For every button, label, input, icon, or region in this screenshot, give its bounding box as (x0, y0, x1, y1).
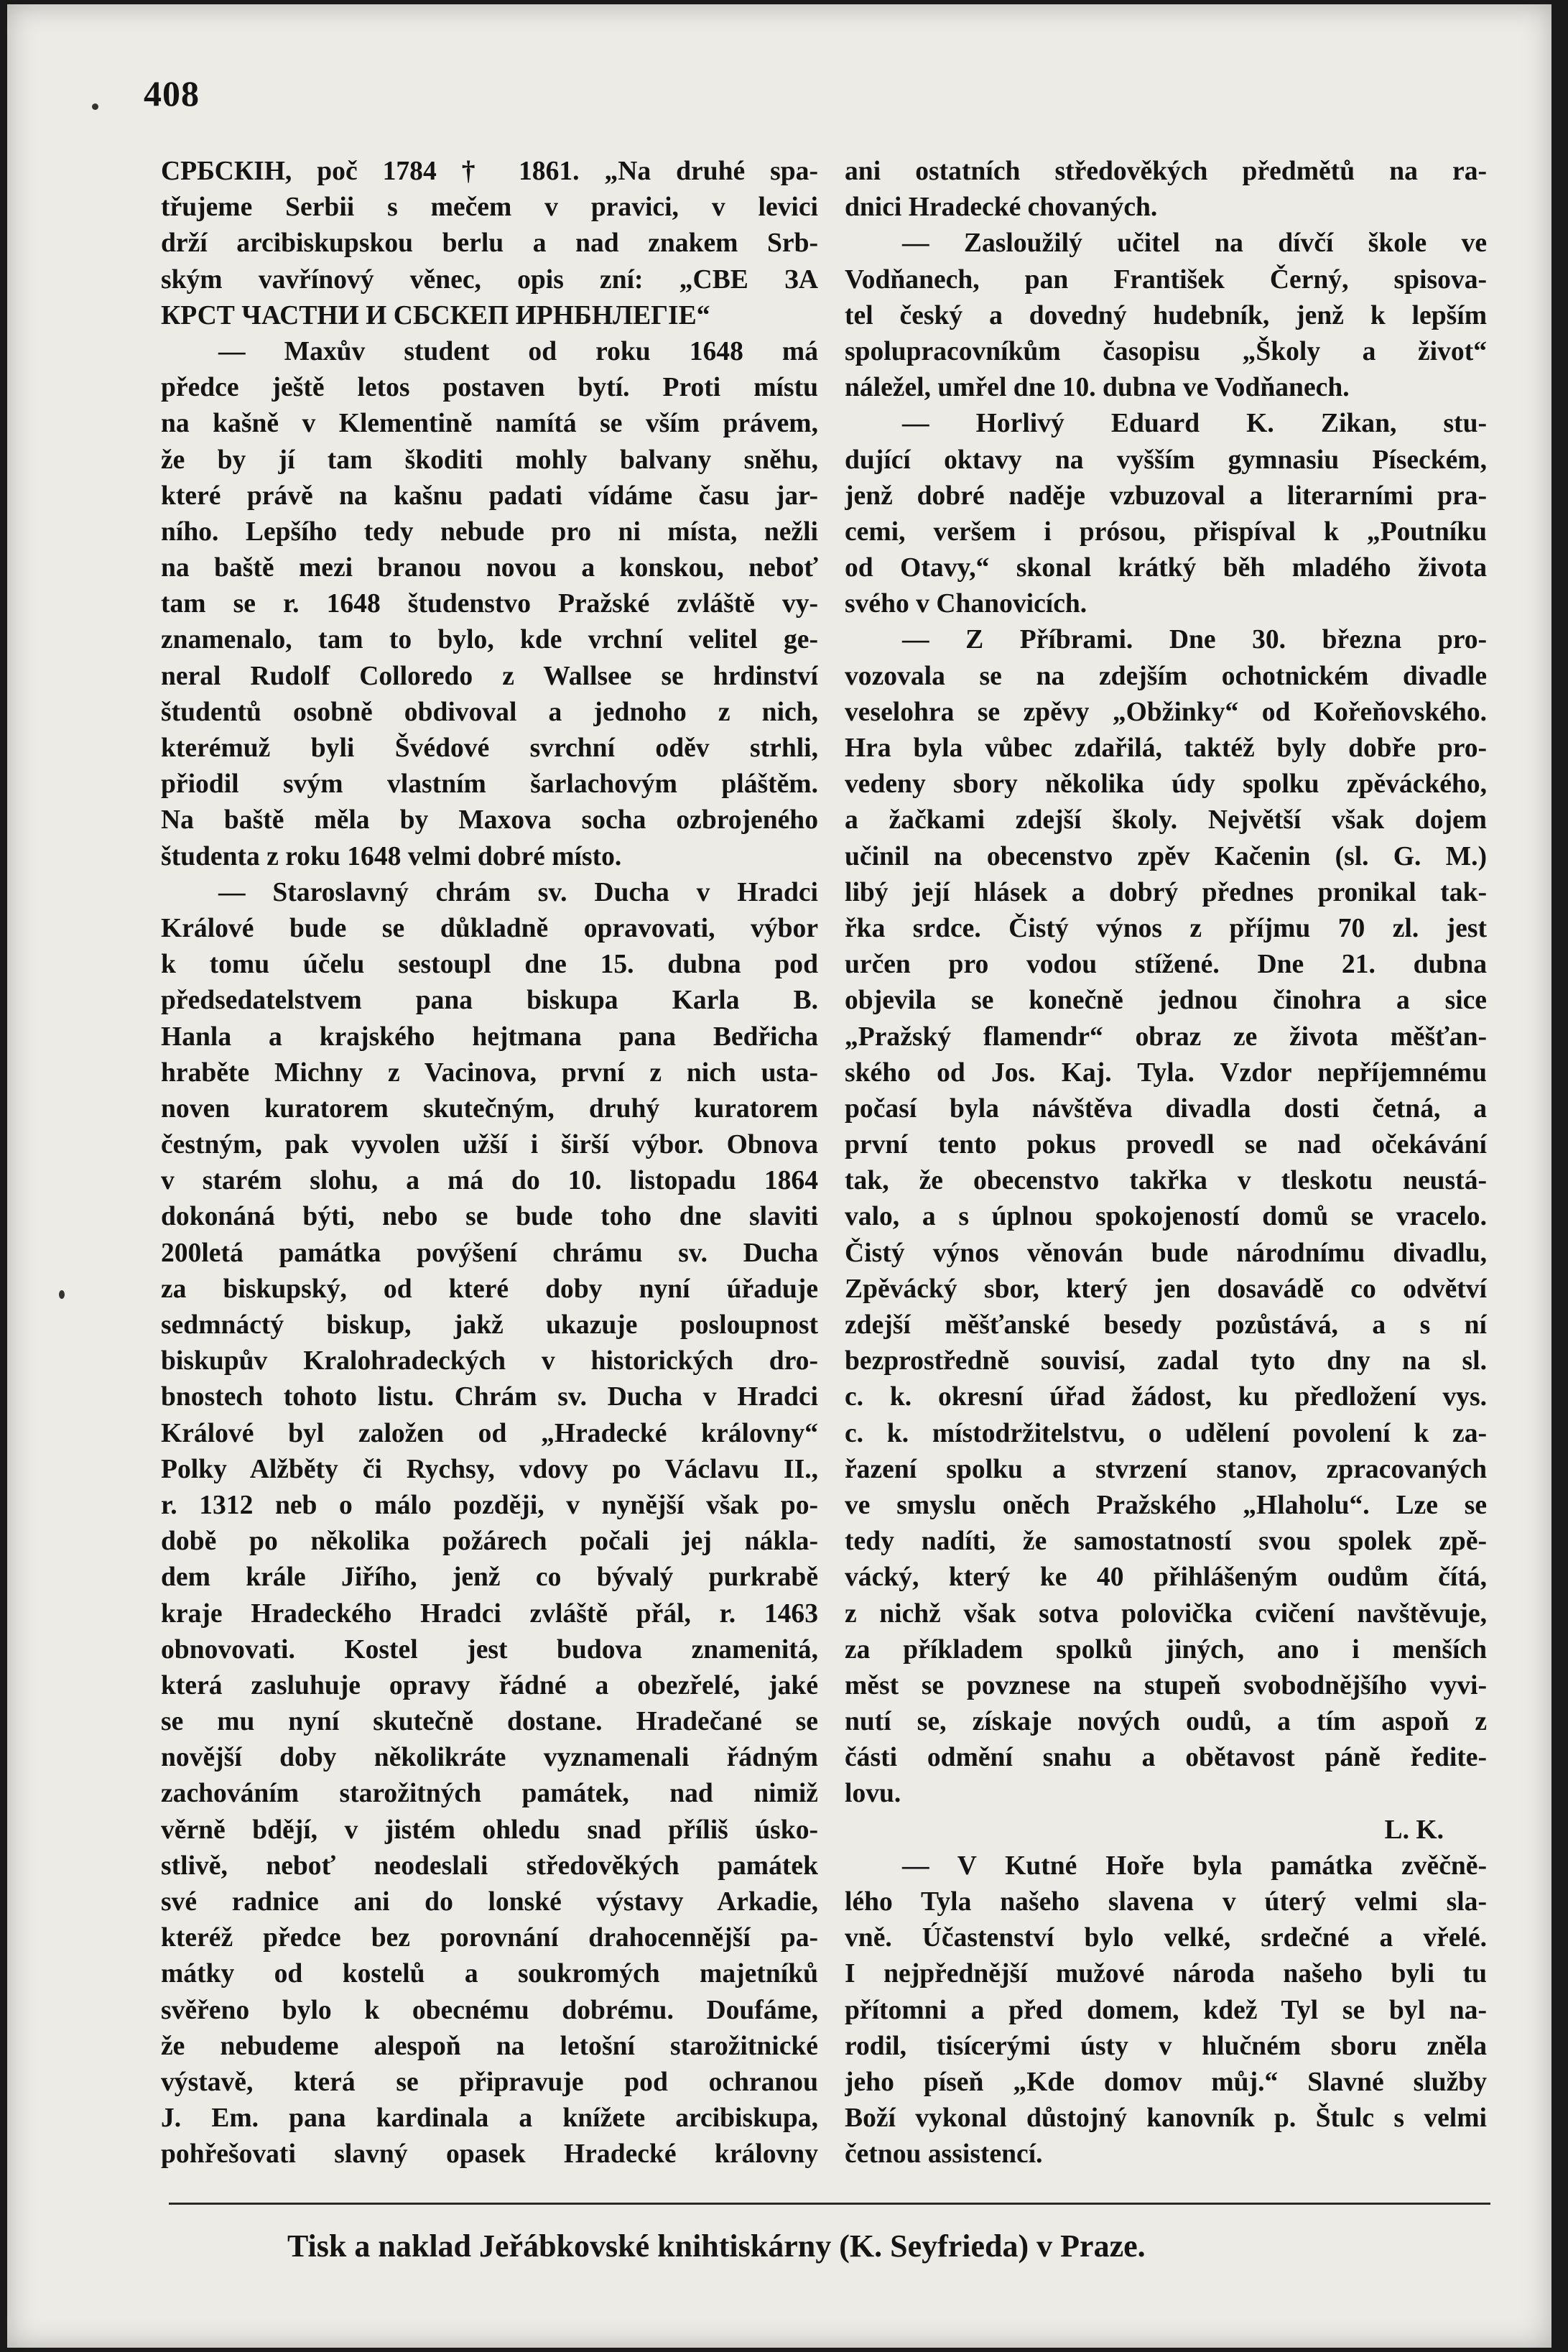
text-line: tak, že obecenstvo takřka v tleskotu neustá- (845, 1166, 1487, 1196)
text-line: Na baště měla by Maxova socha ozbrojeného (161, 805, 818, 835)
text-line: КРСТ ЧАСТНИ И СБСКЕП ИРНБНЛЕГІЕ“ (161, 300, 710, 330)
text-line: ani ostatních středověkých předmětů na ra- (845, 157, 1487, 186)
text-line: Čistý výnos věnován bude národnímu divadlu, (845, 1238, 1487, 1268)
text-line: předce ještě letos postaven bytí. Proti místu (161, 373, 818, 403)
text-line: veselohra se zpěvy „Obžinky“ od Kořeňovského. (845, 697, 1487, 727)
text-line: — Horlivý Eduard K. Zikan, stu- (902, 409, 1487, 439)
text-line: vozovala se na zdejším ochotnickém divadle (845, 661, 1487, 691)
text-line: své radnice ani do lonské výstavy Arkadie, (161, 1887, 818, 1917)
text-line: Hanla a krajského hejtmana pana Bedřicha (161, 1022, 818, 1052)
text-line: zachováním starožitných památek, nad nimiž (161, 1779, 818, 1809)
text-line: noven kuratorem skutečným, druhý kuratorem (161, 1093, 818, 1124)
text-line: určen pro vodou stížené. Dne 21. dubna (845, 950, 1487, 980)
text-line: že nebudeme alespoň na letošní starožitnické (161, 2031, 818, 2061)
text-line: — Staroslavný chrám sv. Ducha v Hradci (218, 877, 818, 907)
text-line: třujeme Serbii s mečem v pravici, v levici (161, 193, 818, 223)
text-line: СРБСКІН, poč 1784 † 1861. „Na druhé spa- (161, 157, 818, 186)
text-line: nutí se, získaje nových oudů, a tím aspoň z (845, 1707, 1487, 1737)
text-line: — Zasloužilý učitel na dívčí škole ve (902, 228, 1487, 259)
text-line: bezprostředně souvisí, zadal tyto dny na sl. (845, 1346, 1487, 1376)
text-line: objevila se konečně jednou činohra a sice (845, 986, 1487, 1016)
text-line: Boží vykonal důstojný kanovník p. Štulc s velmi (845, 2103, 1487, 2134)
text-line: učinil na obecenstvo zpěv Kačenin (sl. G. M.) (845, 841, 1487, 871)
text-line: mátky od kostelů a soukromých majetníků (161, 1959, 818, 1989)
text-line: řazení spolku a stvrzení stanov, zpracovaných (845, 1454, 1487, 1484)
text-line: Vodňanech, pan František Černý, spisova- (845, 264, 1487, 295)
text-line: a žačkami zdejší školy. Největší však dojem (845, 805, 1487, 835)
printer-imprint: Tisk a naklad Jeřábkovské knihtiskárny (K. Seyfrieda) v Praze. (287, 2228, 1146, 2264)
text-line: vácký, který ke 40 přihlášeným oudům čítá, (845, 1562, 1487, 1593)
text-line: za biskupský, od které doby nyní úřaduje (161, 1274, 818, 1304)
text-line: rodil, tisícerými ústy v hlučném sboru zněla (845, 2031, 1487, 2061)
text-line: znamenalo, tam to bylo, kde vrchní velitel ge- (161, 625, 818, 655)
text-line: svěřeno bylo k obecnému dobrému. Doufáme, (161, 1995, 818, 2025)
text-line: k tomu účelu sestoupl dne 15. dubna pod (161, 950, 818, 980)
print-speck (59, 1290, 65, 1299)
text-line: četnou assistencí. (845, 2139, 1043, 2170)
text-line: kterémuž byli Švédové svrchní oděv strhli, (161, 733, 818, 763)
text-line: Polky Alžběty či Rychsy, vdovy po Václavu II., (161, 1454, 818, 1484)
text-line: lého Tyla našeho slavena v úterý velmi sla- (845, 1887, 1487, 1917)
text-line: L. K. (1384, 1815, 1444, 1845)
text-line: na kašně v Klementině namítá se vším právem, (161, 409, 818, 439)
text-line: libý její hlásek a dobrý přednes pronikal tak- (845, 877, 1487, 907)
text-line: pohřešovati slavný opasek Hradecké královny (161, 2139, 818, 2170)
text-line: dokonáná býti, nebo se bude toho dne slaviti (161, 1202, 818, 1232)
text-line: — V Kutné Hoře byla památka zvěčně- (902, 1851, 1487, 1881)
text-line: dnici Hradecké chovaných. (845, 193, 1158, 223)
text-line: svého v Chanovicích. (845, 589, 1087, 619)
text-line: přítomni a před domem, kdež Tyl se byl na- (845, 1995, 1487, 2025)
text-line: dem krále Jiřího, jenž co bývalý purkrabě (161, 1562, 818, 1593)
newspaper-page (7, 4, 1551, 2348)
text-line: Zpěvácký sbor, který jen dosavádě co odvětví (845, 1274, 1487, 1304)
text-line: čestným, pak vyvolen užší i širší výbor. Obnova (161, 1130, 818, 1160)
text-line: přiodil svým vlastním šarlachovým pláštěm. (161, 769, 818, 800)
footer-rule (169, 2203, 1490, 2205)
text-line: se mu nyní skutečně dostane. Hradečané se (161, 1707, 818, 1737)
text-line: výstavě, která se připravuje pod ochranou (161, 2067, 818, 2097)
text-line: bnostech tohoto listu. Chrám sv. Ducha v Hradci (161, 1382, 818, 1412)
text-line: od Otavy,“ skonal krátký běh mladého života (845, 553, 1487, 583)
text-line: tel český a dovedný hudebník, jenž k lepším (845, 300, 1487, 330)
text-line: řka srdce. Čistý výnos z příjmu 70 zl. jest (845, 913, 1487, 943)
text-line: c. k. okresní úřad žádost, ku předložení vys. (845, 1382, 1487, 1412)
text-line: valo, a s úplnou spokojeností domů se vracelo. (845, 1202, 1487, 1232)
text-line: lovu. (845, 1779, 901, 1809)
text-line: náležel, umřel dne 10. dubna ve Vodňanech. (845, 373, 1350, 403)
text-line: vně. Účastenství bylo velké, srdečné a vřelé. (845, 1923, 1487, 1953)
text-line: době po několika požárech počali jej nákla- (161, 1527, 818, 1557)
text-line: které právě na kašnu padati vídáme času jar- (161, 481, 818, 511)
text-line: dující oktavy na vyšším gymnasiu Píseckém, (845, 445, 1487, 475)
text-line: Králové bude se důkladně opravovati, výbor (161, 913, 818, 943)
text-line: kraje Hradeckého Hradci zvláště přál, r. 1463 (161, 1598, 818, 1629)
text-line: neral Rudolf Colloredo z Wallsee se hrdinství (161, 661, 818, 691)
text-line: věrně bdějí, v jistém ohledu snad příliš úsko- (161, 1815, 818, 1845)
text-line: cemi, veršem i prósou, přispíval k „Poutníku (845, 517, 1487, 547)
text-line: hraběte Michny z Vacinova, první z nich usta- (161, 1057, 818, 1088)
text-line: jeho píseň „Kde domov můj.“ Slavné služby (845, 2067, 1487, 2097)
text-line: měst se povznese na stupeň svobodnějšího vyvi- (845, 1670, 1487, 1700)
text-line: ve smyslu oněch Pražského „Hlaholu“. Lze se (845, 1490, 1487, 1520)
text-line: jenž dobré naděje vzbuzoval a literarními pra- (845, 481, 1487, 511)
text-line: zdejší měšťanské besedy pozůstává, a s ní (845, 1310, 1487, 1340)
text-line: 200letá památka povýšení chrámu sv. Ducha (161, 1238, 818, 1268)
left-column (161, 154, 818, 2173)
text-line: študenta z roku 1648 velmi dobré místo. (161, 841, 622, 871)
text-line: ským vavřínový věnec, opis zní: „СВЕ ЗА (161, 264, 818, 295)
text-line: v starém slohu, a má do 10. listopadu 1864 (161, 1166, 818, 1196)
text-line: drží arcibiskupskou berlu a nad znakem Srb- (161, 228, 818, 259)
text-line: Králové byl založen od „Hradecké královny“ (161, 1418, 818, 1448)
text-line: tam se r. 1648 študenstvo Pražské zvláště vy- (161, 589, 818, 619)
page-number: 408 (144, 73, 200, 114)
text-line: první tento pokus provedl se nad očekávání (845, 1130, 1487, 1160)
text-line: počasí byla návštěva divadla dosti četná, a (845, 1093, 1487, 1124)
text-line: obnovovati. Kostel jest budova znamenitá, (161, 1634, 818, 1665)
text-line: tedy nadíti, že samostatností svou spolek zpě- (845, 1527, 1487, 1557)
text-line: která zasluhuje opravy řádné a obezřelé, jaké (161, 1670, 818, 1700)
text-line: I nejpřednější mužové národa našeho byli tu (845, 1959, 1487, 1989)
text-line: spolupracovníkům časopisu „Školy a život“ (845, 336, 1487, 366)
text-line: študentů osobně obdivoval a jednoho z nich, (161, 697, 818, 727)
text-line: biskupův Kralohradeckých v historických dro- (161, 1346, 818, 1376)
print-speck (92, 103, 98, 110)
text-line: na baště mezi branou novou a konskou, neboť (161, 553, 818, 583)
text-line: že by jí tam škoditi mohly balvany sněhu, (161, 445, 818, 475)
text-line: stlivě, neboť neodeslali středověkých památek (161, 1851, 818, 1881)
text-line: ního. Lepšího tedy nebude pro ni místa, nežli (161, 517, 818, 547)
text-line: předsedatelstvem pana biskupa Karla B. (161, 986, 818, 1016)
text-line: vedeny sbory několika údy spolku zpěváckého, (845, 769, 1487, 800)
text-line: J. Em. pana kardinala a knížete arcibiskupa, (161, 2103, 818, 2134)
text-line: za příkladem spolků jiných, ano i menších (845, 1634, 1487, 1665)
text-line: novější doby několikráte vyznamenali řádným (161, 1743, 818, 1773)
text-line: kteréž předce bez porovnání drahocennější pa- (161, 1923, 818, 1953)
text-line: — Z Příbrami. Dne 30. března pro- (902, 625, 1487, 655)
text-line: Hra byla vůbec zdařilá, taktéž byly dobře pro- (845, 733, 1487, 763)
text-line: r. 1312 neb o málo později, v nynější však po- (161, 1490, 818, 1520)
text-line: z nichž však sotva polovička cvičení navštěvuje, (845, 1598, 1487, 1629)
text-line: „Pražský flamendr“ obraz ze života měšťan- (845, 1022, 1487, 1052)
right-column (845, 154, 1487, 2173)
text-line: ského od Jos. Kaj. Tyla. Vzdor nepříjemnému (845, 1057, 1487, 1088)
text-line: — Maxův student od roku 1648 má (218, 336, 818, 366)
text-line: sedmnáctý biskup, jakž ukazuje posloupnost (161, 1310, 818, 1340)
text-line: c. k. místodržitelstvu, o udělení povolení k za- (845, 1418, 1487, 1448)
text-line: části odmění snahu a obětavost páně ředite- (845, 1743, 1487, 1773)
